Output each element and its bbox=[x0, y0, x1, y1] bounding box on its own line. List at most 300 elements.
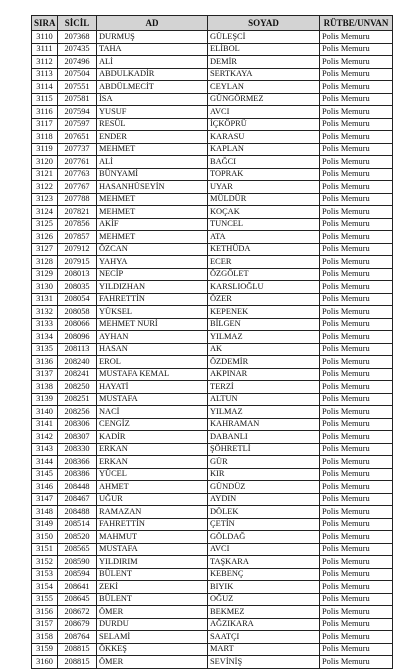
cell-ad: NECİP bbox=[97, 268, 208, 281]
cell-rutbe: Polis Memuru bbox=[320, 506, 393, 519]
cell-soyad: UYAR bbox=[208, 181, 320, 194]
cell-sira: 3155 bbox=[32, 593, 58, 606]
cell-sira: 3122 bbox=[32, 181, 58, 194]
cell-sira: 3117 bbox=[32, 118, 58, 131]
cell-sira: 3130 bbox=[32, 281, 58, 294]
cell-sira: 3142 bbox=[32, 431, 58, 444]
cell-sicil: 208035 bbox=[58, 281, 97, 294]
cell-sira: 3159 bbox=[32, 643, 58, 656]
cell-sira: 3128 bbox=[32, 256, 58, 269]
cell-sira: 3139 bbox=[32, 393, 58, 406]
cell-ad: MEHMET NURİ bbox=[97, 318, 208, 331]
cell-sicil: 208679 bbox=[58, 618, 97, 631]
cell-sicil: 207551 bbox=[58, 81, 97, 94]
cell-ad: ALİ bbox=[97, 56, 208, 69]
cell-sicil: 207496 bbox=[58, 56, 97, 69]
cell-sira: 3132 bbox=[32, 306, 58, 319]
cell-ad: MEHMET bbox=[97, 143, 208, 156]
cell-rutbe: Polis Memuru bbox=[320, 468, 393, 481]
cell-soyad: SERTKAYA bbox=[208, 68, 320, 81]
cell-rutbe: Polis Memuru bbox=[320, 631, 393, 644]
cell-rutbe: Polis Memuru bbox=[320, 268, 393, 281]
table-row bbox=[32, 143, 393, 156]
cell-sicil: 208764 bbox=[58, 631, 97, 644]
cell-sira: 3157 bbox=[32, 618, 58, 631]
table-row bbox=[32, 168, 393, 181]
cell-rutbe: Polis Memuru bbox=[320, 531, 393, 544]
cell-sicil: 207597 bbox=[58, 118, 97, 131]
cell-ad: ERKAN bbox=[97, 443, 208, 456]
cell-sira: 3158 bbox=[32, 631, 58, 644]
cell-rutbe: Polis Memuru bbox=[320, 368, 393, 381]
table-row bbox=[32, 531, 393, 544]
cell-soyad: ÖZER bbox=[208, 293, 320, 306]
cell-sicil: 208514 bbox=[58, 518, 97, 531]
cell-soyad: ATA bbox=[208, 231, 320, 244]
cell-sicil: 208488 bbox=[58, 506, 97, 519]
cell-rutbe: Polis Memuru bbox=[320, 293, 393, 306]
cell-soyad: KEPENEK bbox=[208, 306, 320, 319]
table-row bbox=[32, 131, 393, 144]
cell-sira: 3118 bbox=[32, 131, 58, 144]
cell-soyad: ALTUN bbox=[208, 393, 320, 406]
table-body bbox=[32, 31, 393, 669]
table-row bbox=[32, 231, 393, 244]
cell-sicil: 208241 bbox=[58, 368, 97, 381]
cell-soyad: KAHRAMAN bbox=[208, 418, 320, 431]
cell-rutbe: Polis Memuru bbox=[320, 68, 393, 81]
cell-sira: 3148 bbox=[32, 506, 58, 519]
cell-sira: 3116 bbox=[32, 106, 58, 119]
cell-sira: 3151 bbox=[32, 543, 58, 556]
cell-ad: HASAN bbox=[97, 343, 208, 356]
table-row bbox=[32, 281, 393, 294]
cell-ad: AYHAN bbox=[97, 331, 208, 344]
table-row bbox=[32, 193, 393, 206]
cell-sicil: 208815 bbox=[58, 656, 97, 669]
cell-ad: HAYATİ bbox=[97, 381, 208, 394]
table-row bbox=[32, 331, 393, 344]
table-row bbox=[32, 106, 393, 119]
cell-rutbe: Polis Memuru bbox=[320, 118, 393, 131]
table-row bbox=[32, 118, 393, 131]
cell-soyad: GÜR bbox=[208, 456, 320, 469]
cell-ad: DURDU bbox=[97, 618, 208, 631]
cell-sicil: 208366 bbox=[58, 456, 97, 469]
cell-ad: SELAMİ bbox=[97, 631, 208, 644]
cell-sicil: 207581 bbox=[58, 93, 97, 106]
table-row bbox=[32, 493, 393, 506]
cell-sicil: 208565 bbox=[58, 543, 97, 556]
cell-ad: İSA bbox=[97, 93, 208, 106]
cell-rutbe: Polis Memuru bbox=[320, 418, 393, 431]
cell-sira: 3147 bbox=[32, 493, 58, 506]
cell-rutbe: Polis Memuru bbox=[320, 218, 393, 231]
cell-sira: 3136 bbox=[32, 356, 58, 369]
header-sicil: SİCİL bbox=[58, 16, 97, 31]
table-row bbox=[32, 518, 393, 531]
cell-sira: 3144 bbox=[32, 456, 58, 469]
cell-soyad: ELİBOL bbox=[208, 43, 320, 56]
table-row bbox=[32, 581, 393, 594]
cell-rutbe: Polis Memuru bbox=[320, 431, 393, 444]
cell-ad: MAHMUT bbox=[97, 531, 208, 544]
cell-rutbe: Polis Memuru bbox=[320, 493, 393, 506]
table-row bbox=[32, 506, 393, 519]
table-row bbox=[32, 656, 393, 669]
cell-sira: 3121 bbox=[32, 168, 58, 181]
cell-soyad: MÜLDÜR bbox=[208, 193, 320, 206]
cell-sicil: 207857 bbox=[58, 231, 97, 244]
cell-rutbe: Polis Memuru bbox=[320, 593, 393, 606]
cell-ad: AKİF bbox=[97, 218, 208, 231]
cell-rutbe: Polis Memuru bbox=[320, 81, 393, 94]
cell-soyad: İÇKÖPRÜ bbox=[208, 118, 320, 131]
table-row bbox=[32, 93, 393, 106]
cell-rutbe: Polis Memuru bbox=[320, 381, 393, 394]
cell-sira: 3152 bbox=[32, 556, 58, 569]
table-row bbox=[32, 543, 393, 556]
cell-sira: 3145 bbox=[32, 468, 58, 481]
cell-ad: DURMUŞ bbox=[97, 31, 208, 44]
cell-sira: 3119 bbox=[32, 143, 58, 156]
cell-ad: CENGİZ bbox=[97, 418, 208, 431]
cell-ad: ABDULKADİR bbox=[97, 68, 208, 81]
cell-soyad: ŞÖHRETLİ bbox=[208, 443, 320, 456]
cell-sira: 3133 bbox=[32, 318, 58, 331]
cell-sira: 3110 bbox=[32, 31, 58, 44]
table-row bbox=[32, 218, 393, 231]
cell-rutbe: Polis Memuru bbox=[320, 131, 393, 144]
cell-sicil: 208386 bbox=[58, 468, 97, 481]
cell-ad: KADİR bbox=[97, 431, 208, 444]
cell-soyad: AVCI bbox=[208, 106, 320, 119]
cell-ad: ZEKİ bbox=[97, 581, 208, 594]
cell-ad: ÖKKEŞ bbox=[97, 643, 208, 656]
header-row bbox=[32, 16, 393, 31]
cell-soyad: ÖZGÖLET bbox=[208, 268, 320, 281]
personnel-table bbox=[31, 15, 393, 669]
cell-soyad: KARSLIOĞLU bbox=[208, 281, 320, 294]
cell-soyad: SAATÇI bbox=[208, 631, 320, 644]
cell-ad: MEHMET bbox=[97, 206, 208, 219]
cell-rutbe: Polis Memuru bbox=[320, 318, 393, 331]
cell-soyad: AVCI bbox=[208, 543, 320, 556]
cell-sira: 3125 bbox=[32, 218, 58, 231]
cell-rutbe: Polis Memuru bbox=[320, 518, 393, 531]
table-row bbox=[32, 481, 393, 494]
cell-sicil: 207504 bbox=[58, 68, 97, 81]
cell-ad: ERKAN bbox=[97, 456, 208, 469]
cell-sicil: 208096 bbox=[58, 331, 97, 344]
table-row bbox=[32, 181, 393, 194]
cell-ad: FAHRETTİN bbox=[97, 518, 208, 531]
cell-soyad: KAPLAN bbox=[208, 143, 320, 156]
cell-sicil: 207788 bbox=[58, 193, 97, 206]
cell-soyad: GÜNGÖRMEZ bbox=[208, 93, 320, 106]
cell-sira: 3124 bbox=[32, 206, 58, 219]
cell-rutbe: Polis Memuru bbox=[320, 581, 393, 594]
table-row bbox=[32, 381, 393, 394]
cell-sicil: 208250 bbox=[58, 381, 97, 394]
cell-rutbe: Polis Memuru bbox=[320, 306, 393, 319]
cell-rutbe: Polis Memuru bbox=[320, 443, 393, 456]
cell-sicil: 207761 bbox=[58, 156, 97, 169]
cell-sira: 3156 bbox=[32, 606, 58, 619]
cell-soyad: AĞZIKARA bbox=[208, 618, 320, 631]
cell-rutbe: Polis Memuru bbox=[320, 106, 393, 119]
cell-rutbe: Polis Memuru bbox=[320, 656, 393, 669]
cell-sicil: 207767 bbox=[58, 181, 97, 194]
cell-soyad: SEVİNİŞ bbox=[208, 656, 320, 669]
cell-ad: ABDÜLMECİT bbox=[97, 81, 208, 94]
cell-soyad: KOÇAK bbox=[208, 206, 320, 219]
cell-rutbe: Polis Memuru bbox=[320, 543, 393, 556]
cell-sicil: 208054 bbox=[58, 293, 97, 306]
cell-ad: BÜLENT bbox=[97, 568, 208, 581]
cell-sicil: 208058 bbox=[58, 306, 97, 319]
cell-ad: NACİ bbox=[97, 406, 208, 419]
table-row bbox=[32, 631, 393, 644]
cell-soyad: GÜNDÜZ bbox=[208, 481, 320, 494]
cell-ad: FAHRETTİN bbox=[97, 293, 208, 306]
cell-rutbe: Polis Memuru bbox=[320, 393, 393, 406]
cell-sira: 3131 bbox=[32, 293, 58, 306]
cell-soyad: BİLGEN bbox=[208, 318, 320, 331]
cell-ad: UĞUR bbox=[97, 493, 208, 506]
cell-soyad: KETHÜDA bbox=[208, 243, 320, 256]
cell-rutbe: Polis Memuru bbox=[320, 231, 393, 244]
cell-soyad: AKPINAR bbox=[208, 368, 320, 381]
cell-soyad: TAŞKARA bbox=[208, 556, 320, 569]
cell-sira: 3141 bbox=[32, 418, 58, 431]
cell-sicil: 208330 bbox=[58, 443, 97, 456]
cell-ad: AHMET bbox=[97, 481, 208, 494]
cell-sira: 3114 bbox=[32, 81, 58, 94]
header-rutbe: RÜTBE/UNVAN bbox=[320, 16, 393, 31]
cell-rutbe: Polis Memuru bbox=[320, 256, 393, 269]
cell-rutbe: Polis Memuru bbox=[320, 243, 393, 256]
cell-soyad: GÖLDAĞ bbox=[208, 531, 320, 544]
cell-sicil: 208307 bbox=[58, 431, 97, 444]
table-row bbox=[32, 618, 393, 631]
cell-soyad: DÖLEK bbox=[208, 506, 320, 519]
cell-rutbe: Polis Memuru bbox=[320, 643, 393, 656]
header-soyad: SOYAD bbox=[208, 16, 320, 31]
cell-rutbe: Polis Memuru bbox=[320, 43, 393, 56]
cell-sicil: 207763 bbox=[58, 168, 97, 181]
cell-soyad: OĞUZ bbox=[208, 593, 320, 606]
cell-rutbe: Polis Memuru bbox=[320, 56, 393, 69]
cell-ad: MEHMET bbox=[97, 231, 208, 244]
cell-ad: YAHYA bbox=[97, 256, 208, 269]
table-row bbox=[32, 31, 393, 44]
cell-sira: 3123 bbox=[32, 193, 58, 206]
header-ad: AD bbox=[97, 16, 208, 31]
cell-rutbe: Polis Memuru bbox=[320, 556, 393, 569]
cell-sicil: 207821 bbox=[58, 206, 97, 219]
cell-sicil: 208013 bbox=[58, 268, 97, 281]
table-row bbox=[32, 293, 393, 306]
cell-soyad: CEYLAN bbox=[208, 81, 320, 94]
cell-soyad: DEMİR bbox=[208, 56, 320, 69]
table-row bbox=[32, 568, 393, 581]
table-row bbox=[32, 56, 393, 69]
table-row bbox=[32, 393, 393, 406]
cell-ad: MUSTAFA KEMAL bbox=[97, 368, 208, 381]
header-sira: SIRA bbox=[32, 16, 58, 31]
cell-soyad: AYDIN bbox=[208, 493, 320, 506]
cell-ad: YILDIZHAN bbox=[97, 281, 208, 294]
cell-sira: 3150 bbox=[32, 531, 58, 544]
cell-sicil: 208467 bbox=[58, 493, 97, 506]
cell-sira: 3112 bbox=[32, 56, 58, 69]
cell-ad: ÖZCAN bbox=[97, 243, 208, 256]
cell-ad: MUSTAFA bbox=[97, 543, 208, 556]
table-row bbox=[32, 68, 393, 81]
cell-ad: ENDER bbox=[97, 131, 208, 144]
cell-soyad: TERZİ bbox=[208, 381, 320, 394]
cell-sicil: 208448 bbox=[58, 481, 97, 494]
cell-rutbe: Polis Memuru bbox=[320, 181, 393, 194]
cell-sicil: 208815 bbox=[58, 643, 97, 656]
table-row bbox=[32, 406, 393, 419]
table-row bbox=[32, 356, 393, 369]
cell-ad: MEHMET bbox=[97, 193, 208, 206]
cell-soyad: KEBENÇ bbox=[208, 568, 320, 581]
cell-rutbe: Polis Memuru bbox=[320, 193, 393, 206]
cell-ad: YILDIRIM bbox=[97, 556, 208, 569]
cell-sira: 3137 bbox=[32, 368, 58, 381]
document-page bbox=[31, 15, 392, 669]
cell-ad: YUSUF bbox=[97, 106, 208, 119]
cell-sira: 3134 bbox=[32, 331, 58, 344]
table-row bbox=[32, 556, 393, 569]
cell-sicil: 208645 bbox=[58, 593, 97, 606]
cell-sicil: 207915 bbox=[58, 256, 97, 269]
table-row bbox=[32, 368, 393, 381]
cell-sicil: 208240 bbox=[58, 356, 97, 369]
cell-rutbe: Polis Memuru bbox=[320, 156, 393, 169]
cell-soyad: BEKMEZ bbox=[208, 606, 320, 619]
table-row bbox=[32, 318, 393, 331]
cell-ad: EROL bbox=[97, 356, 208, 369]
cell-sira: 3126 bbox=[32, 231, 58, 244]
table-row bbox=[32, 593, 393, 606]
cell-soyad: ECER bbox=[208, 256, 320, 269]
cell-ad: TAHA bbox=[97, 43, 208, 56]
table-row bbox=[32, 431, 393, 444]
cell-sicil: 208672 bbox=[58, 606, 97, 619]
cell-ad: ÖMER bbox=[97, 656, 208, 669]
cell-sira: 3143 bbox=[32, 443, 58, 456]
cell-soyad: TUNCEL bbox=[208, 218, 320, 231]
cell-sira: 3129 bbox=[32, 268, 58, 281]
table-row bbox=[32, 243, 393, 256]
cell-sicil: 207651 bbox=[58, 131, 97, 144]
table-row bbox=[32, 606, 393, 619]
cell-sicil: 207912 bbox=[58, 243, 97, 256]
cell-sicil: 208520 bbox=[58, 531, 97, 544]
cell-ad: ÖMER bbox=[97, 606, 208, 619]
cell-rutbe: Polis Memuru bbox=[320, 31, 393, 44]
table-row bbox=[32, 343, 393, 356]
cell-ad: MUSTAFA bbox=[97, 393, 208, 406]
cell-ad: BÜLENT bbox=[97, 593, 208, 606]
cell-soyad: KIR bbox=[208, 468, 320, 481]
cell-sicil: 207368 bbox=[58, 31, 97, 44]
cell-soyad: YILMAZ bbox=[208, 406, 320, 419]
table-row bbox=[32, 418, 393, 431]
cell-sira: 3135 bbox=[32, 343, 58, 356]
cell-rutbe: Polis Memuru bbox=[320, 406, 393, 419]
cell-sicil: 208590 bbox=[58, 556, 97, 569]
cell-ad: HASANHÜSEYİN bbox=[97, 181, 208, 194]
cell-sicil: 207856 bbox=[58, 218, 97, 231]
cell-sicil: 207737 bbox=[58, 143, 97, 156]
cell-sira: 3115 bbox=[32, 93, 58, 106]
cell-rutbe: Polis Memuru bbox=[320, 281, 393, 294]
cell-soyad: KARASU bbox=[208, 131, 320, 144]
cell-ad: RESÜL bbox=[97, 118, 208, 131]
cell-ad: ALİ bbox=[97, 156, 208, 169]
cell-soyad: YILMAZ bbox=[208, 331, 320, 344]
table-row bbox=[32, 443, 393, 456]
cell-sira: 3154 bbox=[32, 581, 58, 594]
table-row bbox=[32, 156, 393, 169]
cell-rutbe: Polis Memuru bbox=[320, 143, 393, 156]
cell-ad: RAMAZAN bbox=[97, 506, 208, 519]
cell-rutbe: Polis Memuru bbox=[320, 606, 393, 619]
cell-sicil: 208113 bbox=[58, 343, 97, 356]
cell-rutbe: Polis Memuru bbox=[320, 343, 393, 356]
cell-sira: 3160 bbox=[32, 656, 58, 669]
table-row bbox=[32, 268, 393, 281]
cell-sira: 3113 bbox=[32, 68, 58, 81]
cell-ad: YÜCEL bbox=[97, 468, 208, 481]
cell-sicil: 208256 bbox=[58, 406, 97, 419]
cell-sicil: 208306 bbox=[58, 418, 97, 431]
cell-soyad: ÇETİN bbox=[208, 518, 320, 531]
cell-soyad: AK bbox=[208, 343, 320, 356]
cell-sira: 3146 bbox=[32, 481, 58, 494]
cell-rutbe: Polis Memuru bbox=[320, 206, 393, 219]
cell-soyad: ÖZDEMİR bbox=[208, 356, 320, 369]
cell-rutbe: Polis Memuru bbox=[320, 568, 393, 581]
cell-soyad: BAĞCI bbox=[208, 156, 320, 169]
cell-rutbe: Polis Memuru bbox=[320, 618, 393, 631]
cell-sira: 3140 bbox=[32, 406, 58, 419]
cell-sicil: 208251 bbox=[58, 393, 97, 406]
cell-sira: 3153 bbox=[32, 568, 58, 581]
cell-rutbe: Polis Memuru bbox=[320, 481, 393, 494]
cell-sira: 3111 bbox=[32, 43, 58, 56]
cell-soyad: GÜLEŞCİ bbox=[208, 31, 320, 44]
cell-ad: YÜKSEL bbox=[97, 306, 208, 319]
table-row bbox=[32, 643, 393, 656]
cell-sicil: 207594 bbox=[58, 106, 97, 119]
cell-ad: BÜNYAMİ bbox=[97, 168, 208, 181]
table-row bbox=[32, 43, 393, 56]
cell-rutbe: Polis Memuru bbox=[320, 93, 393, 106]
cell-rutbe: Polis Memuru bbox=[320, 456, 393, 469]
cell-rutbe: Polis Memuru bbox=[320, 331, 393, 344]
cell-sicil: 207435 bbox=[58, 43, 97, 56]
cell-soyad: BIYIK bbox=[208, 581, 320, 594]
table-row bbox=[32, 306, 393, 319]
cell-soyad: MART bbox=[208, 643, 320, 656]
cell-sicil: 208641 bbox=[58, 581, 97, 594]
